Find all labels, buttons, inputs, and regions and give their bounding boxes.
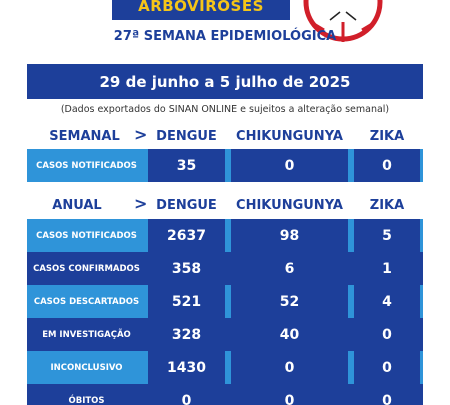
col-dengue: DENGUE <box>156 128 217 144</box>
chikungunya-value: 52 <box>231 285 348 318</box>
row-label: CASOS NOTIFICADOS <box>36 160 137 171</box>
semanal-row-notificados <box>27 149 423 182</box>
zika-value: 4 <box>354 285 420 318</box>
anual-header <box>27 195 423 215</box>
zika-value: 0 <box>354 384 420 405</box>
col-zika: ZIKA <box>369 197 405 213</box>
anual-row-investigacao <box>27 318 423 351</box>
chikungunya-value: 0 <box>231 351 348 384</box>
row-label: CASOS CONFIRMADOS <box>33 263 140 274</box>
anual-row-notificados <box>27 219 423 252</box>
data-note: (Dados exportados do SINAN ONLINE e sujeitos a alteração semanal) <box>60 104 390 115</box>
period-bar <box>27 64 423 99</box>
anual-row-inconclusivo <box>27 351 423 384</box>
period-text: 29 de junho a 5 julho de 2025 <box>99 72 351 91</box>
dengue-value: 0 <box>148 384 225 405</box>
anual-heading: ANUAL <box>52 197 102 213</box>
dengue-value: 1430 <box>148 351 225 384</box>
semanal-heading: SEMANAL <box>49 128 120 144</box>
zika-value: 5 <box>354 219 420 252</box>
chevron-right-icon: > <box>134 194 148 213</box>
dengue-value: 328 <box>148 318 225 351</box>
col-dengue: DENGUE <box>156 197 217 213</box>
row-label: CASOS NOTIFICADOS <box>36 230 137 241</box>
dengue-value: 35 <box>148 149 225 182</box>
row-label: ÓBITOS <box>68 395 105 405</box>
chevron-right-icon: > <box>134 125 148 144</box>
zika-value: 1 <box>354 252 420 285</box>
anual-row-confirmados <box>27 252 423 285</box>
chikungunya-value: 40 <box>231 318 348 351</box>
dengue-value: 2637 <box>148 219 225 252</box>
zika-value: 0 <box>354 318 420 351</box>
row-label: CASOS DESCARTADOS <box>33 296 140 307</box>
page-subtitle: 27ª SEMANA EPIDEMIOLÓGICA <box>113 29 337 44</box>
dengue-value: 521 <box>148 285 225 318</box>
chikungunya-value: 0 <box>231 149 348 182</box>
semanal-header <box>27 126 423 146</box>
row-label: EM INVESTIGAÇÃO <box>42 329 131 340</box>
title-banner <box>112 0 290 20</box>
banner-title: ARBOVIROSES <box>138 0 264 15</box>
col-zika: ZIKA <box>369 128 405 144</box>
zika-value: 0 <box>354 351 420 384</box>
row-label: INCONCLUSIVO <box>50 362 123 373</box>
zika-value: 0 <box>354 149 420 182</box>
dengue-value: 358 <box>148 252 225 285</box>
chikungunya-value: 6 <box>231 252 348 285</box>
chikungunya-value: 0 <box>231 384 348 405</box>
anual-row-descartados <box>27 285 423 318</box>
anual-row-obitos <box>27 384 423 405</box>
col-chikungunya: CHIKUNGUNYA <box>236 128 343 144</box>
chikungunya-value: 98 <box>231 219 348 252</box>
col-chikungunya: CHIKUNGUNYA <box>236 197 343 213</box>
